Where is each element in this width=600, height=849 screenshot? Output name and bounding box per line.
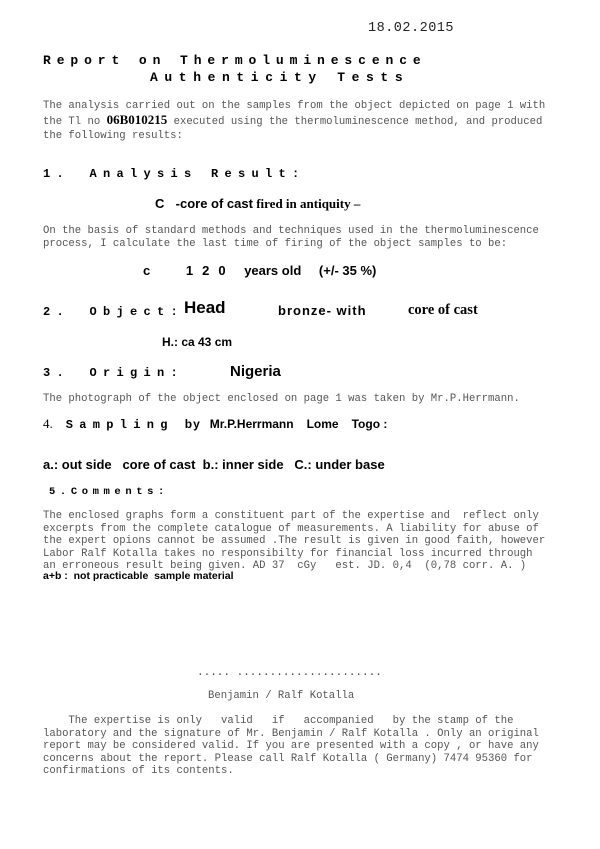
sampling-location: Lome <box>306 417 339 431</box>
object-core: core of cast <box>408 302 478 318</box>
tl-number: 06B010215 <box>106 112 168 127</box>
intro-line-3: the following results: <box>43 130 183 142</box>
section-number: 4. <box>43 416 53 431</box>
intro-line-1: The analysis carried out on the samples from the object depicted on page 1 with <box>43 100 546 112</box>
signature-line: ..... ...................... <box>197 667 382 679</box>
result-core: -core of cast <box>175 196 253 211</box>
footer-line-1: The expertise is only valid if accompanied by the stamp of the <box>43 715 514 727</box>
footer-line-4: concerns about the report. Please call Ralf Kotalla ( Germany) 7474 95360 for <box>43 752 533 765</box>
object-material: bronze- with <box>278 303 367 318</box>
report-date: 18.02.2015 <box>368 21 455 36</box>
section-title: Comments: <box>70 486 169 498</box>
object-name: Head <box>184 298 226 317</box>
report-title-line2: Authenticity Tests <box>150 70 410 85</box>
section4-heading <box>43 416 387 432</box>
section2-heading <box>43 305 184 319</box>
comment-note: a+b : not practicable sample material <box>43 570 234 582</box>
photo-note: The photograph of the object enclosed on page 1 was taken by Mr.P.Herrmann. <box>43 393 520 405</box>
object-height: H.: ca 43 cm <box>162 335 233 349</box>
intro-text: executed using the thermoluminescence method, and produced <box>167 116 543 128</box>
age-result <box>143 263 376 278</box>
result-fired: fired in antiquity – <box>252 196 361 211</box>
footer-line-5: confirmations of its contents. <box>43 765 234 778</box>
section-number: 1. <box>43 167 71 181</box>
result-letter: C <box>155 196 165 211</box>
section-title: Analysis Result: <box>89 167 306 181</box>
section-title: Object: <box>89 305 185 319</box>
section-number: 5. <box>49 486 71 498</box>
age-range: (+/- 35 %) <box>318 263 377 278</box>
analysis-result <box>155 196 360 212</box>
section3-heading <box>43 366 184 380</box>
intro-line-2 <box>43 114 542 129</box>
comment-line-3: the expert opions cannot be assumed .The result is given in good faith, however <box>43 535 546 548</box>
age-prefix: c <box>143 263 151 278</box>
section-number: 2. <box>43 305 71 319</box>
footer-line-2: laboratory and the signature of Mr. Benjamin / Ralf Kotalla . Only an original <box>43 727 539 740</box>
report-title-line1: Report on Thermoluminescence <box>43 53 427 68</box>
section-number: 3. <box>43 366 71 380</box>
signature-name: Benjamin / Ralf Kotalla <box>208 690 355 702</box>
sampling-by: by <box>184 417 201 431</box>
comment-line-2: excerpts from the complete catalogue of measurements. A liability for abuse of <box>43 522 539 535</box>
age-unit: years old <box>244 263 302 278</box>
basis-line-2: process, I calculate the last time of firing of the object samples to be: <box>43 238 508 250</box>
sampler-name: Mr.P.Herrmann <box>209 417 294 431</box>
age-value: 120 <box>185 263 235 278</box>
sampling-country: Togo : <box>351 417 388 431</box>
basis-line-1: On the basis of standard methods and techniques used in the thermoluminescence <box>43 225 539 237</box>
section5-heading <box>49 486 169 498</box>
section-title: Origin: <box>89 366 185 380</box>
comment-line-1: The enclosed graphs form a constituent part of the expertise and reflect only <box>43 510 539 522</box>
section-title: Sampling <box>65 418 174 432</box>
footer-line-3: report may be considered valid. If you are presented with a copy , or have any <box>43 740 539 753</box>
sample-locations: a.: out side core of cast b.: inner side C.: under base <box>43 457 385 472</box>
intro-text: the Tl no <box>43 116 107 128</box>
origin-value: Nigeria <box>230 363 281 380</box>
comment-line-5: an erroneous result being given. AD 37 cGy est. JD. 0,4 (0,78 corr. A. ) <box>43 560 527 573</box>
section1-heading <box>43 167 306 181</box>
comment-line-4: Labor Ralf Kotalla takes no responsibilty for financial loss incurred through <box>43 547 533 560</box>
